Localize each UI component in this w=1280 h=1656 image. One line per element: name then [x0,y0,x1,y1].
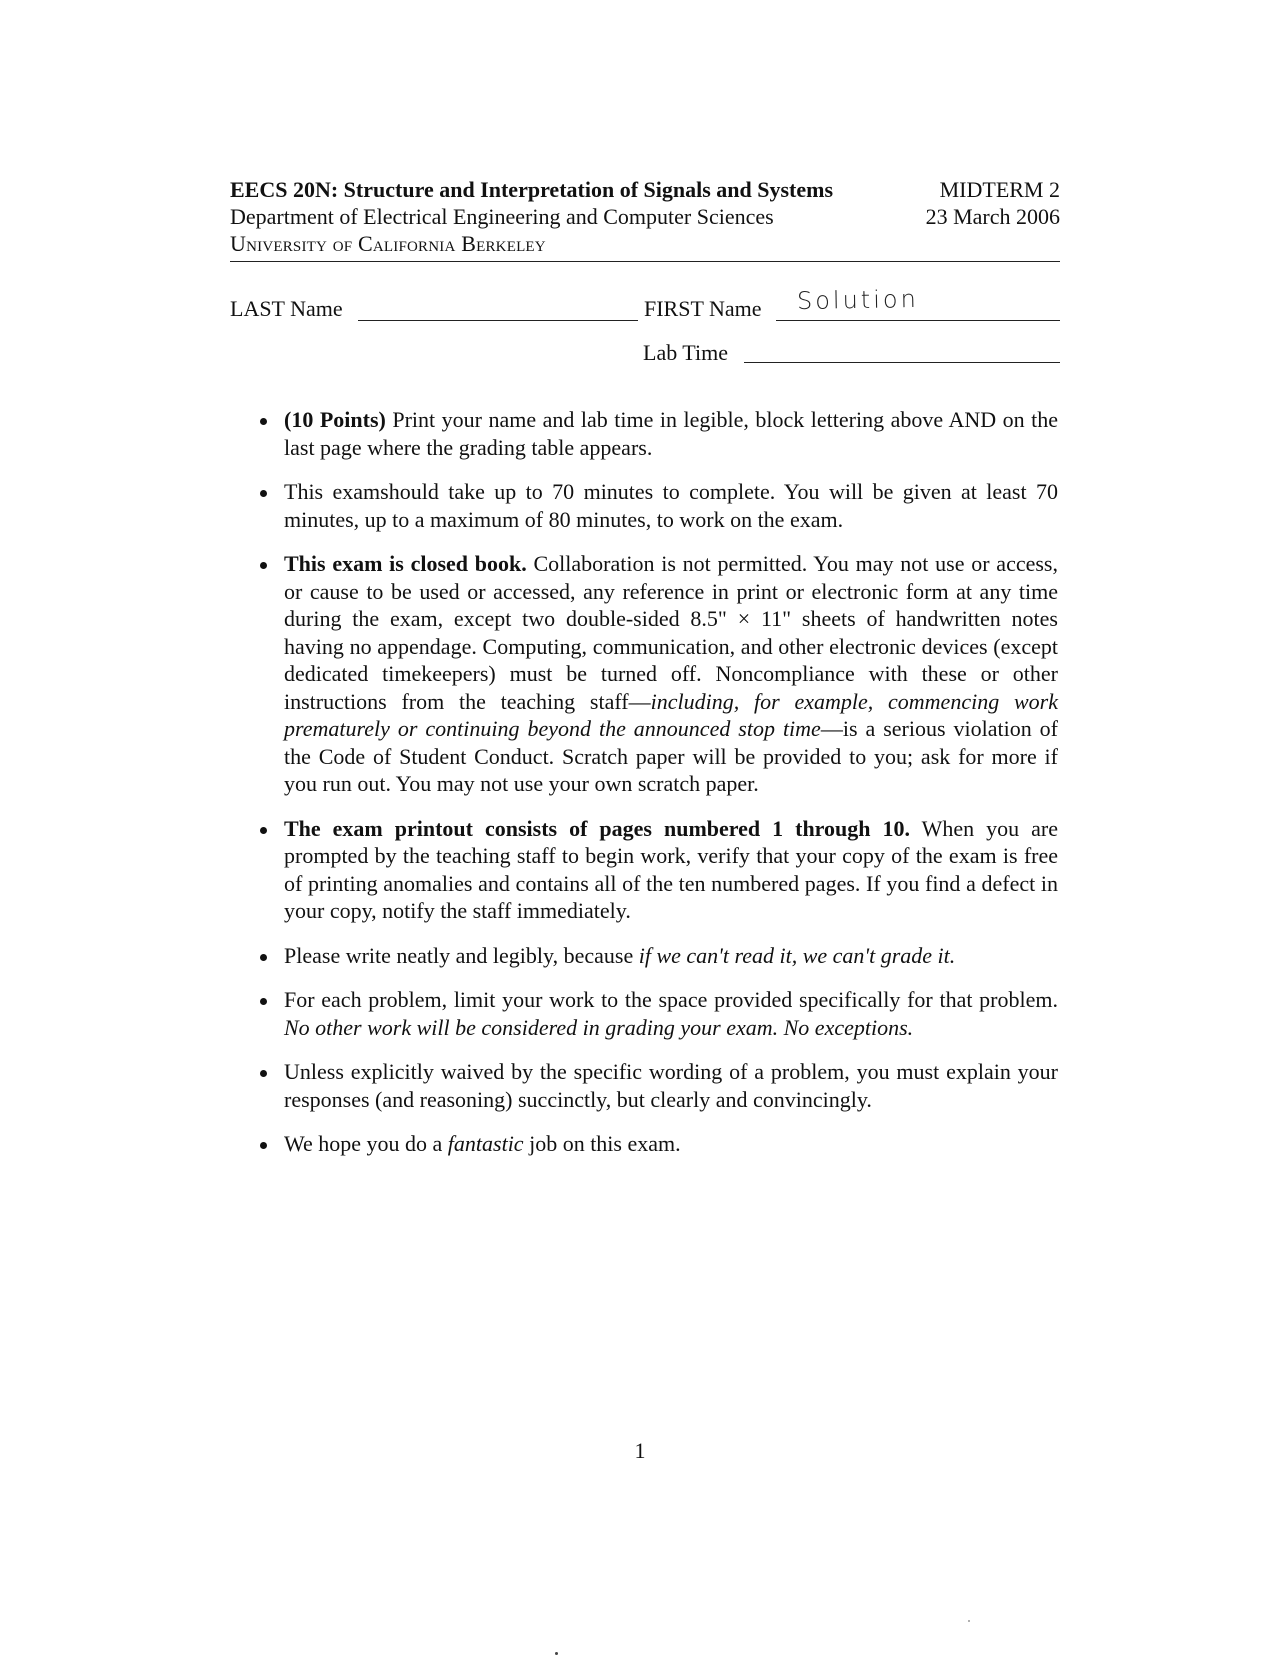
last-name-line[interactable] [358,320,638,321]
instruction-text: job on this exam. [523,1131,681,1156]
instruction-text: We hope you do a [284,1131,448,1156]
scan-speck [968,1620,970,1622]
bullet-icon [260,418,267,425]
lab-time-line[interactable] [744,362,1060,363]
exam-header [230,176,1060,257]
instruction-item [258,550,1058,798]
instruction-item [258,1130,1058,1158]
lab-time-label: Lab Time [643,340,728,365]
page-number: 1 [634,1438,646,1463]
first-name-line[interactable] [776,320,1060,321]
bullet-icon [260,490,267,497]
instruction-text: This examshould take up to 70 minutes to complete. You will be given at least 70 minutes, up to a maximum of 80 minutes, to work on the exam. [284,479,1058,532]
bullet-icon [260,1142,267,1149]
instruction-italic: fantastic [447,1131,524,1156]
instruction-bold: This exam is closed book. [284,551,527,576]
first-name-label: FIRST Name [644,296,762,321]
bullet-icon [260,998,267,1005]
university-name: University of California Berkeley [230,231,546,256]
bullet-icon [260,954,267,961]
instruction-bold: The exam printout consists of pages numbered 1 through 10. [284,815,911,841]
instruction-italic: including, for example, commencing work prematurely or continuing beyond the announced stop time [284,688,1058,741]
instruction-text: Unless explicitly waived by the specific wording of a problem, you must explain your responses (and reasoning) succinctly, but clearly and convincingly. [284,1059,1058,1112]
exam-date: 23 March 2006 [925,204,1060,229]
bullet-icon [260,827,267,834]
last-name-label: LAST Name [230,296,343,321]
exam-title: MIDTERM 2 [939,177,1060,202]
scan-speck [555,1652,558,1655]
header-divider [230,261,1060,262]
instruction-item [258,815,1058,925]
header-row-2 [230,203,1060,230]
bullet-icon [260,562,267,569]
instruction-text: When you are prompted by the teaching staff to begin work, verify that your copy of the exam is free of printing anomalies and contains all of the ten numbered pages. If you find a defect in your copy, notify the staff immediately. [284,815,1058,923]
instruction-text: Print your name and lab time in legible, block lettering above AND on the last page where the grading table appears. [284,407,1059,460]
instruction-text: Collaboration is not permitted. You may not use or access, or cause to be used or accessed, any reference in print or electronic form at any time during the exam, except two double-sided 8.5" × 11" sheets of handwritten notes having no appendage. Computing, communication, and other electronic devices (except dedicated timekeepers) must be turned off. Noncompliance with these or other instructions from the teaching staff— [284,551,1058,714]
instruction-item [258,942,1058,970]
instruction-item [258,1058,1058,1113]
course-title: EECS 20N: Structure and Interpretation of Signals and Systems [230,177,834,202]
instruction-italic: No other work will be considered in grading your exam. No exceptions. [284,1014,914,1040]
instruction-item [258,986,1058,1041]
instruction-text: For each problem, limit your work to the space provided specifically for that problem. [284,987,1058,1012]
instruction-text: —is a serious violation of the Code of Student Conduct. Scratch paper will be provided to you; ask for more if you run out. You may not use your own scratch paper. [284,716,1059,796]
instruction-italic: if we can't read it, we can't grade it. [638,942,956,968]
instruction-item [258,406,1058,461]
department-name: Department of Electrical Engineering and Computer Sciences [230,204,774,229]
header-row-1 [230,176,1060,203]
instruction-bold: (10 Points) [284,407,386,432]
bullet-icon [260,1070,267,1077]
instruction-text: Please write neatly and legibly, because [284,942,639,968]
first-name-handwritten-value: Solution [796,284,920,316]
header-row-3 [230,230,1060,257]
instruction-item [258,478,1058,533]
instructions-list [258,406,1058,1175]
